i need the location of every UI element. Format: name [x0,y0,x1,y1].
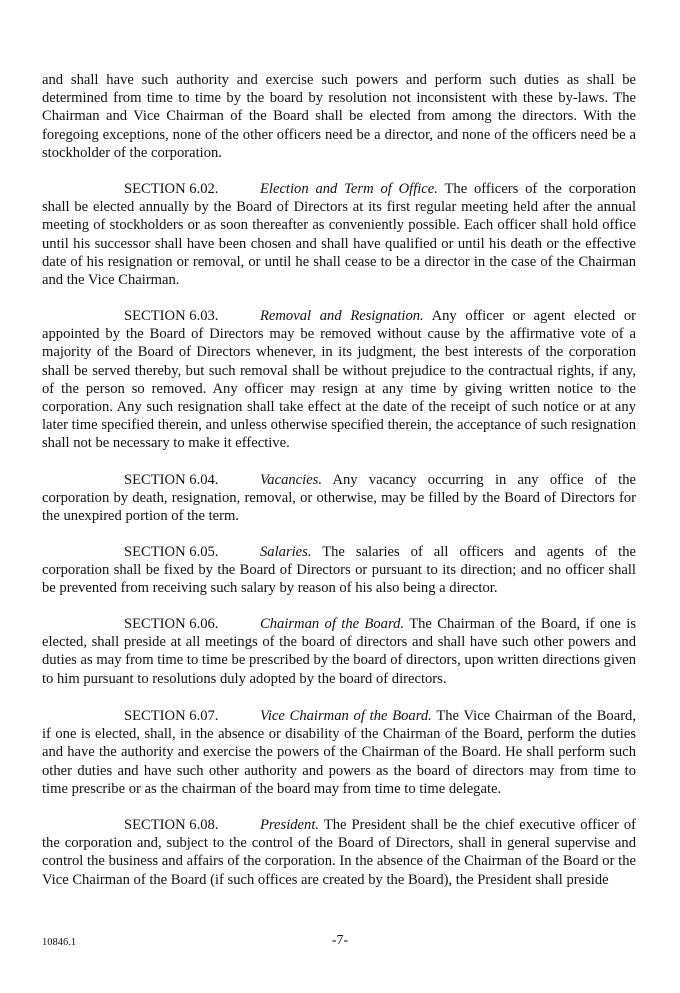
section-title: Vice Chairman of the Board. [260,708,432,724]
section-6-08 [42,816,636,889]
section-text: The President shall be the chief executive officer of the corporation and, subject to the control of the Board of Directors, shall in general supervise and control the business and affairs of the corporation. In the absence of the Chairman of the Board or the Vice Chairman of the Board (if such offices are created by the Board), the President shall preside [42,817,636,888]
section-title: Removal and Resignation. [260,308,424,324]
section-6-02 [42,180,636,289]
section-title: Salaries. [260,544,312,560]
document-number: 10846.1 [42,937,77,948]
section-number: SECTION 6.05. [124,544,219,560]
section-title: President. [260,817,320,833]
section-title: Election and Term of Office. [260,181,438,197]
section-text: Any officer or agent elected or appointed by the Board of Directors may be removed without cause by the affirmative vote of a majority of the Board of Directors whenever, in its judgment, the best interests of the corporation shall be served thereby, but such removal shall be without prejudice to the contractual rights, if any, of the person so removed. Any officer may resign at any time by giving written notice to the corporation. Any such resignation shall take effect at the date of the receipt of such notice or at any later time specified therein, and unless otherwise specified therein, the acceptance of such resignation shall not be necessary to make it effective. [42,308,636,452]
section-number: SECTION 6.03. [124,308,219,324]
opening-paragraph [42,71,636,162]
section-text: The salaries of all officers and agents of the corporation shall be fixed by the Board of Directors or pursuant to its direction; and no officer shall be prevented from receiving such salary by reason of his also being a director. [42,544,636,597]
section-6-06 [42,615,636,688]
section-text: The Chairman of the Board, if one is elected, shall preside at all meetings of the board of directors and shall have such other powers and duties as may from time to time be prescribed by the board of directors, upon written directions given to him pursuant to resolutions duly adopted by the board of directors. [42,616,637,687]
section-6-05 [42,543,636,598]
section-number: SECTION 6.07. [124,708,219,724]
section-6-04 [42,471,636,526]
section-number: SECTION 6.04. [124,472,219,488]
paragraph-text: and shall have such authority and exercise such powers and perform such duties as shall be determined from time to time by the board by resolution not inconsistent with these by-laws. The Chairman and Vice Chairman of the Board shall be elected from among the directors. With the foregoing exceptions, none of the other officers need be a director, and none of the officers need be a stockholder of the corporation. [42,72,636,161]
section-title: Vacancies. [260,472,323,488]
section-title: Chairman of the Board. [260,616,405,632]
section-text: Any vacancy occurring in any office of the corporation by death, resignation, removal, or otherwise, may be filled by the Board of Directors for the unexpired portion of the term. [42,472,637,525]
section-number: SECTION 6.08. [124,817,219,833]
section-number: SECTION 6.06. [124,616,219,632]
section-text: The officers of the corporation shall be elected annually by the Board of Directors at its first regular meeting held after the annual meeting of stockholders or as soon thereafter as conveniently possible. Each officer shall hold office until his successor shall have been chosen and shall have qualified or until his death or the effective date of his resignation or removal, or until he shall cease to be a director in the case of the Chairman and the Vice Chairman. [42,181,636,289]
section-text: The Vice Chairman of the Board, if one is elected, shall, in the absence or disability of the Chairman of the Board, perform the duties and have the authority and exercise the powers of the Chairman of the Board. He shall perform such other duties and have such other authority and powers as the board of directors may from time to time prescribe or as the chairman of the board may from time to time delegate. [42,708,637,797]
section-6-03 [42,307,636,453]
section-number: SECTION 6.02. [124,181,219,197]
page-number: -7- [331,933,349,948]
section-6-07 [42,707,636,798]
